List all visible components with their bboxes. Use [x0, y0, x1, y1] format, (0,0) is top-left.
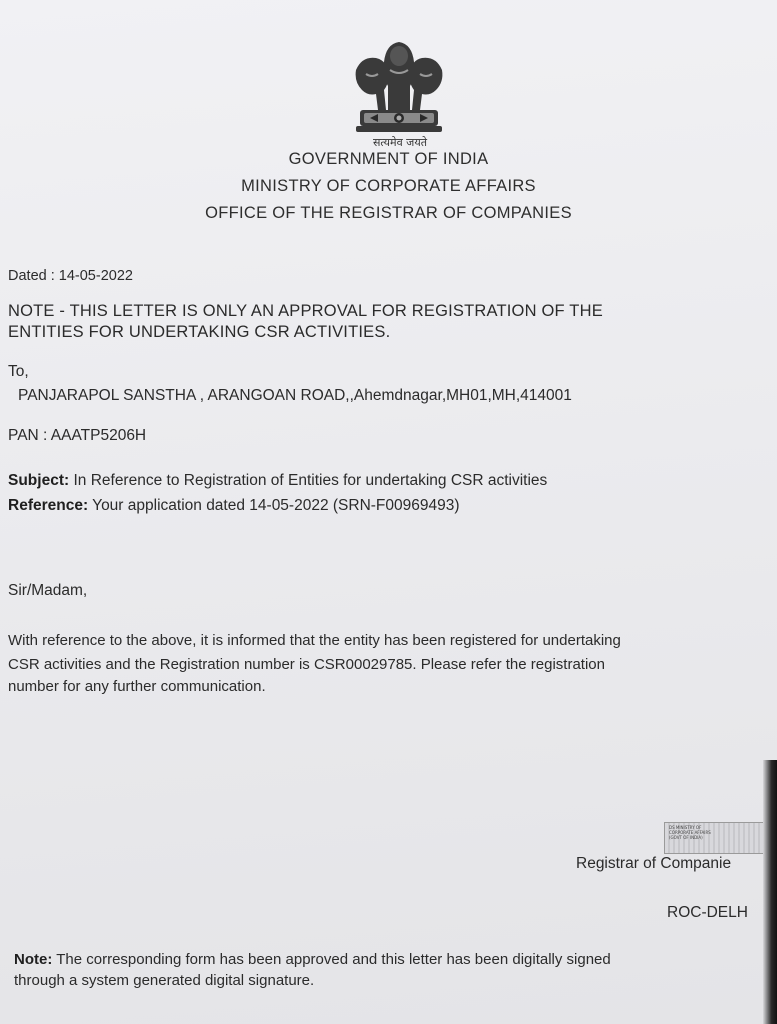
- header-government: GOVERNMENT OF INDIA: [288, 150, 489, 168]
- signatory-office: ROC-DELH: [667, 904, 748, 921]
- page-edge-shadow: [763, 760, 777, 1024]
- national-emblem-icon: [346, 40, 452, 140]
- signatory-title: Registrar of Companie: [576, 855, 732, 872]
- body-line-3: number for any further communication.: [8, 678, 266, 695]
- reference-text: Your application dated 14-05-2022 (SRN-F00969493): [88, 497, 460, 514]
- recipient-to: To,: [8, 363, 29, 380]
- approval-note-line-2: ENTITIES FOR UNDERTAKING CSR ACTIVITIES.: [8, 323, 391, 341]
- footer-note-line-2: through a system generated digital signature.: [14, 972, 315, 989]
- body-line-1: With reference to the above, it is informed that the entity has been registered for undertaking: [8, 632, 621, 649]
- salutation: Sir/Madam,: [8, 582, 88, 599]
- recipient-address: PANJARAPOL SANSTHA , ARANGOAN ROAD,,Ahemdnagar,MH01,MH,414001: [18, 387, 572, 404]
- digital-signature-stamp: [664, 822, 768, 854]
- footer-note-line-1: [14, 951, 611, 968]
- body-line-2: CSR activities and the Registration number is CSR00029785. Please refer the registration: [8, 656, 605, 673]
- footer-note-label: Note:: [14, 951, 53, 968]
- emblem-motto: सत्यमेव जयते: [372, 136, 427, 149]
- approval-note-line-1: NOTE - THIS LETTER IS ONLY AN APPROVAL FOR REGISTRATION OF THE: [8, 302, 603, 320]
- reference-line: [8, 497, 460, 515]
- letter-date: Dated : 14-05-2022: [8, 268, 133, 284]
- subject-line: [8, 472, 547, 490]
- subject-label: Subject:: [8, 472, 70, 489]
- subject-text: In Reference to Registration of Entities for undertaking CSR activities: [69, 472, 548, 489]
- pan-number: PAN : AAATP5206H: [8, 427, 147, 444]
- reference-label: Reference:: [8, 497, 89, 514]
- digital-signature-stamp-text: DS MINISTRY OF CORPORATE AFFAIRS (GOVT OF INDIA): [669, 825, 711, 840]
- header-ministry: MINISTRY OF CORPORATE AFFAIRS: [241, 177, 536, 195]
- header-registrar-office: OFFICE OF THE REGISTRAR OF COMPANIES: [205, 204, 572, 222]
- footer-note-text: The corresponding form has been approved and this letter has been digitally signed: [52, 951, 611, 968]
